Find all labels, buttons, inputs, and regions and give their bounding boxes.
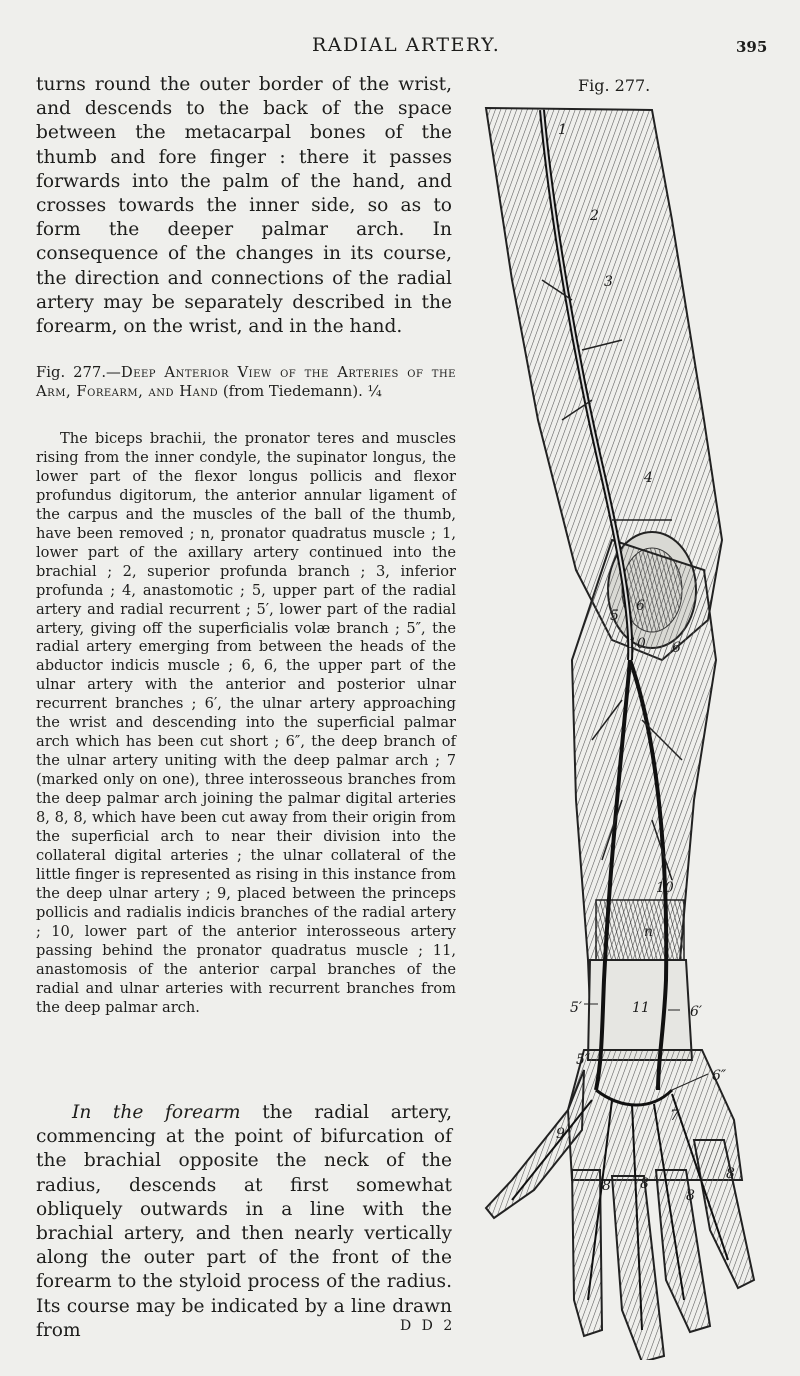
- callout-8b: 8: [640, 1176, 649, 1192]
- forearm-text: the radial artery, commencing at the point of bifurcation of the brachial opposite the neck of the radius, descends at first somewhat obliquely outwards in a line with the brachial artery, and then nearly vertically along the outer part of the front of the forearm to the styloid process of the radius. Its course may be indicated by a line drawn from: [36, 1102, 452, 1341]
- running-head: RADIAL ARTERY.: [312, 34, 501, 56]
- callout-2: 2: [590, 208, 599, 224]
- callout-5-double-prime: 5″: [576, 1052, 591, 1068]
- thumb: [486, 1070, 584, 1218]
- callout-10b: 10: [656, 880, 674, 896]
- callout-6b: 6: [672, 640, 681, 656]
- intro-paragraph: turns round the outer border of the wrist, and descends to the back of the space between the metacarpal bones of the thumb and fore finger : there it passes forwards into the palm of the hand, and crosses towards the inner side, so as to form the deeper palmar arch. In consequence of the changes in its course, the direction and connections of the radial artery may be separately described in the forearm, on the wrist, and in the hand.: [36, 74, 452, 338]
- callout-11: 11: [632, 1000, 650, 1016]
- caption-source: (from Tiedemann). ¼: [222, 382, 382, 400]
- callout-9: 9: [556, 1126, 565, 1142]
- callout-8d: 8: [726, 1166, 735, 1182]
- callout-5: 5: [610, 608, 619, 624]
- middle-finger: [612, 1176, 664, 1360]
- figure-caption: [36, 364, 456, 401]
- callout-10a: 10: [628, 636, 646, 652]
- callout-8a: 8: [602, 1178, 611, 1194]
- callout-3: 3: [604, 274, 613, 290]
- signature-mark: D D 2: [400, 1318, 456, 1334]
- little-finger: [694, 1140, 754, 1288]
- callout-n: n: [644, 924, 654, 940]
- callout-6-prime: 6′: [690, 1004, 703, 1020]
- forearm-paragraph: [36, 1101, 452, 1343]
- callout-8c: 8: [686, 1188, 695, 1204]
- callout-7: 7: [670, 1108, 679, 1124]
- callout-1: 1: [558, 122, 567, 138]
- callout-6a: 6: [636, 598, 645, 614]
- callout-5-prime: 5′: [570, 1000, 583, 1016]
- callout-4: 4: [644, 470, 653, 486]
- ring-finger: [656, 1170, 710, 1332]
- caption-title: Deep Anterior View of the Arteries of the Arm, Forearm, and Hand: [36, 364, 456, 400]
- page-number: 395: [736, 38, 768, 56]
- arm-arteries-illustration: [472, 100, 772, 1360]
- forearm-lead: In the forearm: [72, 1102, 241, 1123]
- caption-body: The biceps brachii, the pronator teres and muscles rising from the inner condyle, the supinator longus, the lower part of the flexor longus pollicis and flexor profundus digitorum, the anterior annular ligament of the carpus and the muscles of the ball of the thumb, have been removed ; n, pronator quadratus muscle ; 1, lower part of the axillary artery continued into the brachial ; 2, superior profunda branch ; 3, inferior profunda ; 4, anastomotic ; 5, upper part of the radial artery and radial recurrent ; 5′, lower part of the radial artery, giving off the superficialis volæ branch ; 5″, the radial artery emerging from between the heads of the abductor indicis muscle ; 6, 6, the upper part of the ulnar artery with the anterior and posterior ulnar recurrent branches ; 6′, the ulnar artery approaching the wrist and descending into the superficial palmar arch which has been cut short ; 6″, the deep branch of the ulnar artery uniting with the deep palmar arch ; 7 (marked only on one), three interosseous branches from the deep palmar arch joining the palmar digital arteries 8, 8, 8, which have been cut away from their origin from the superficial arch to near their division into the collateral digital arteries ; the ulnar collateral of the little finger is represented as rising in this instance from the deep ulnar artery ; 9, placed between the princeps pollicis and radialis indicis branches of the radial artery ; 10, lower part of the anterior interosseous artery passing behind the pronator quadratus muscle ; 11, anastomosis of the anterior carpal branches of the radial and ulnar arteries with recurrent branches from the deep palmar arch.: [36, 430, 456, 1016]
- figure-label: Fig. 277.: [578, 76, 651, 95]
- caption-prefix: Fig. 277.—: [36, 364, 121, 381]
- index-finger: [572, 1170, 602, 1336]
- callout-6-double-prime: 6″: [712, 1068, 727, 1084]
